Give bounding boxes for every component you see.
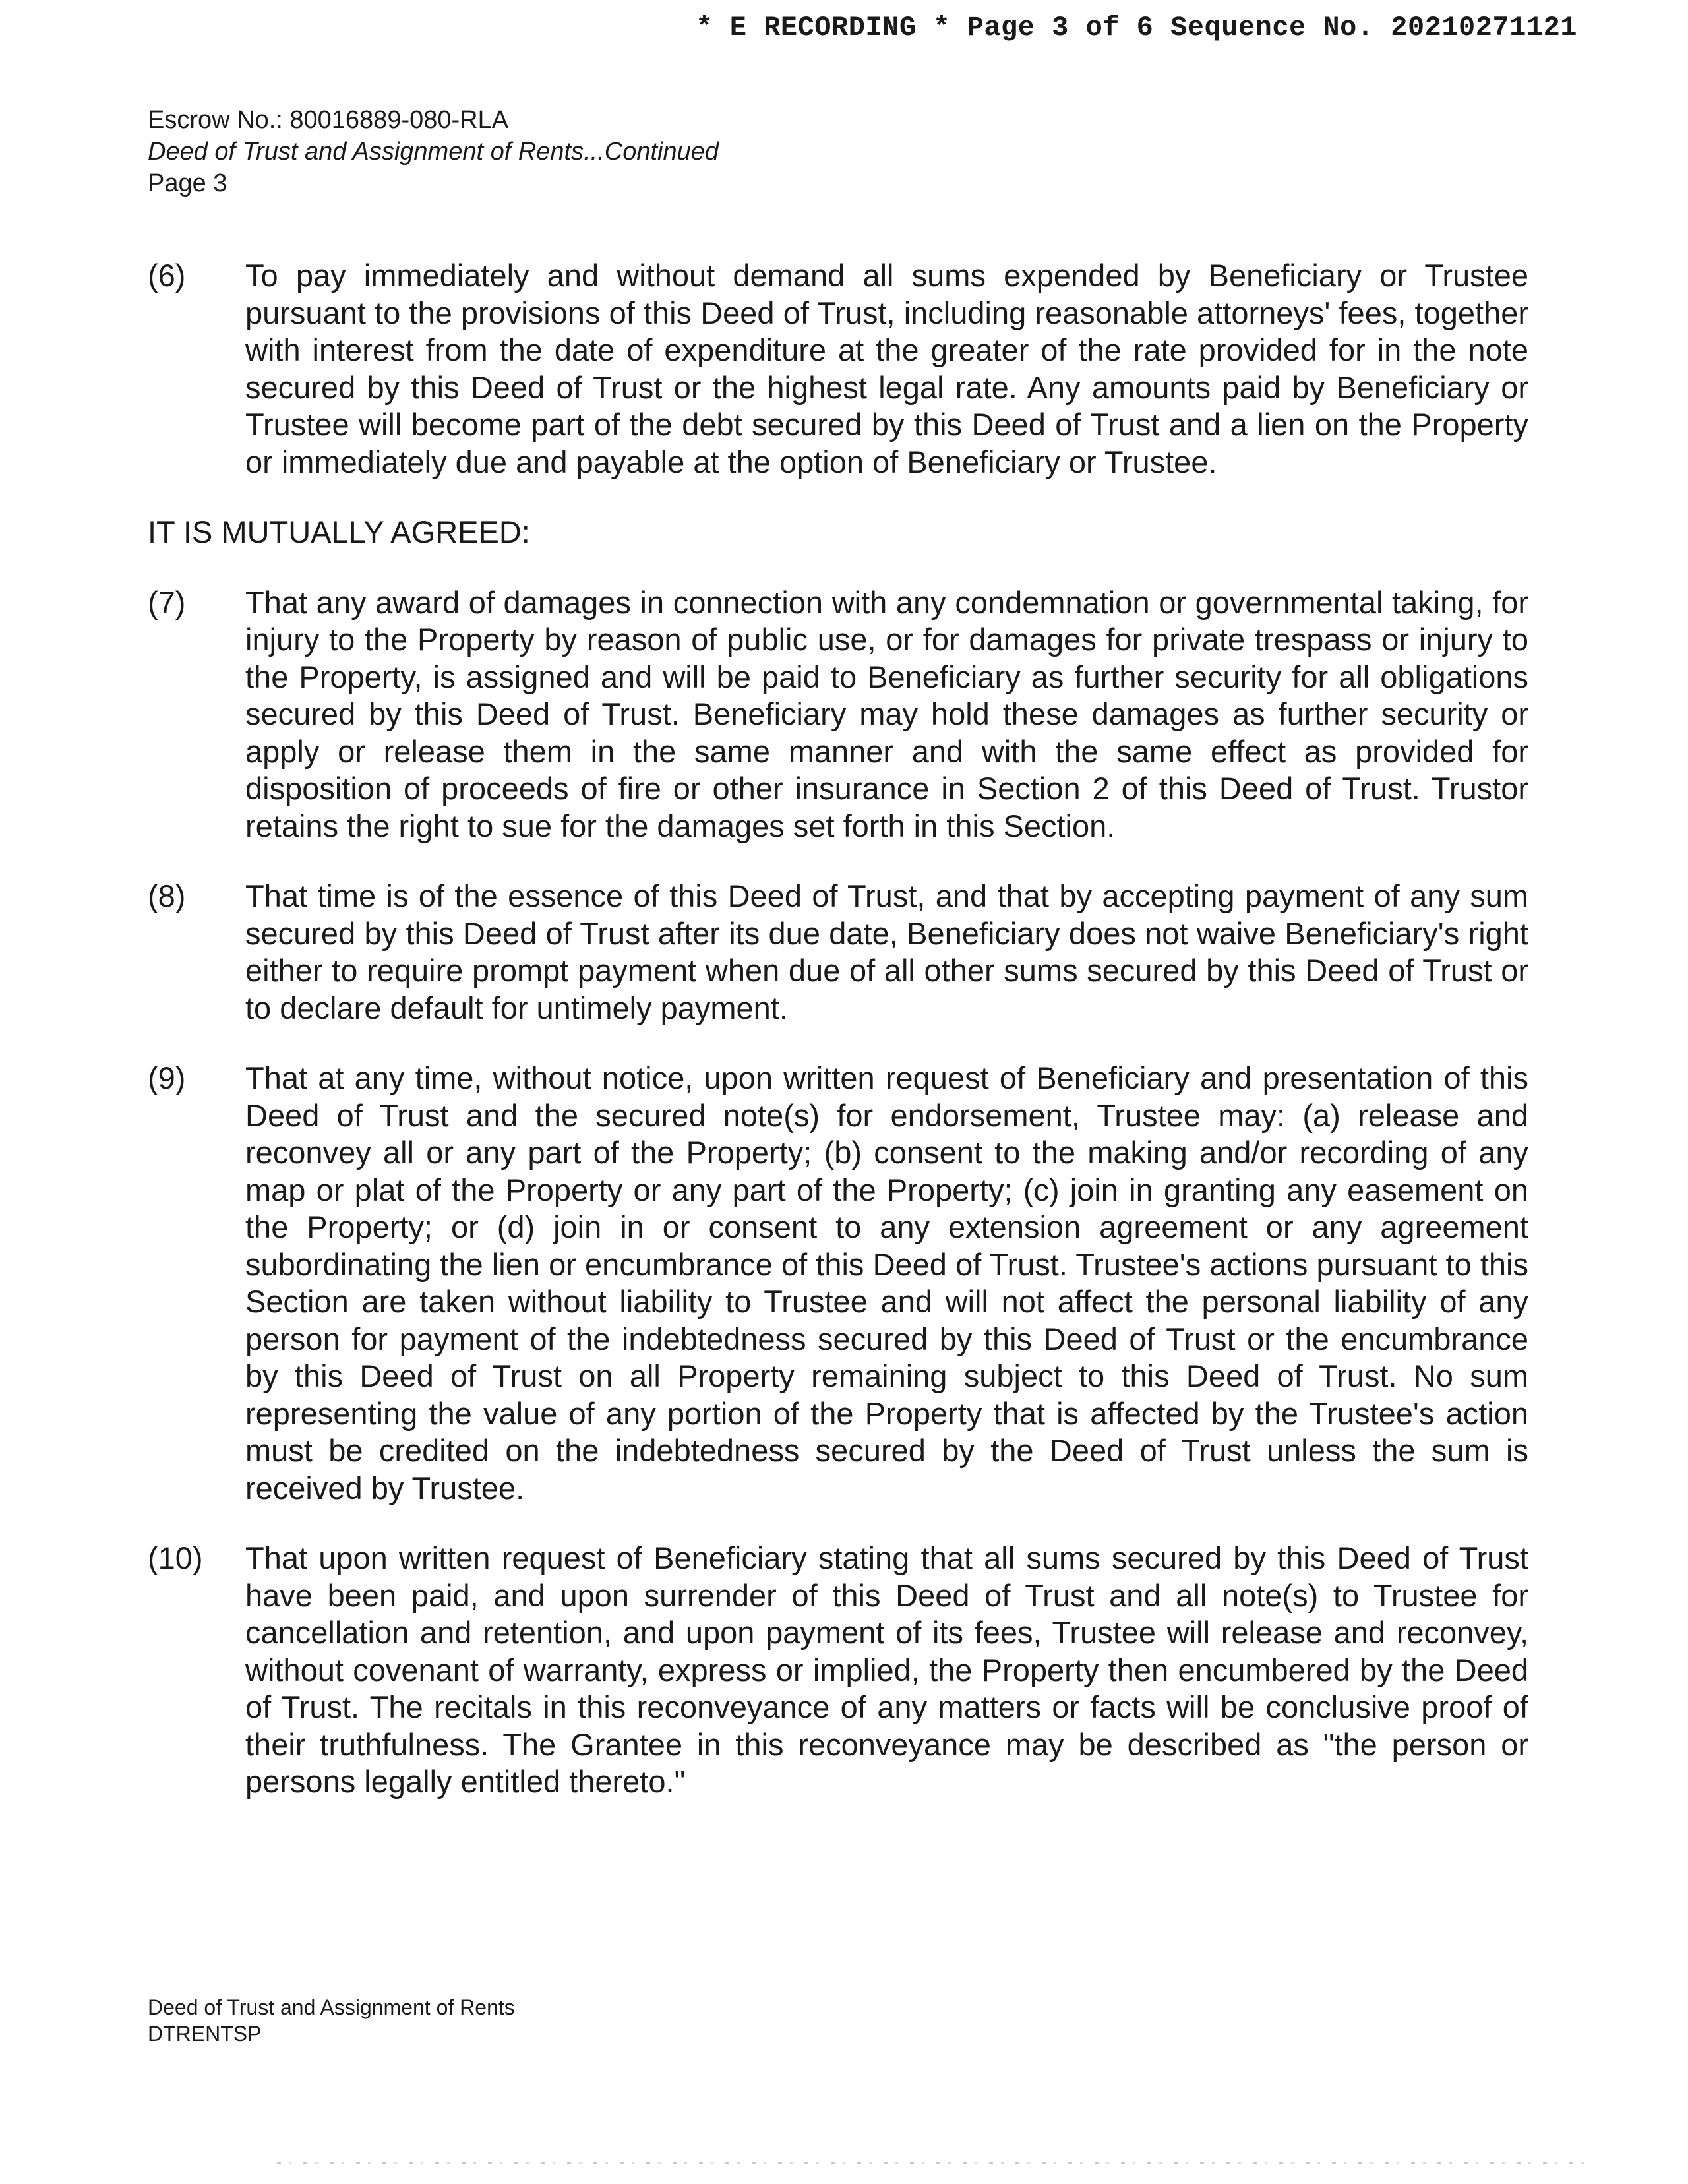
section-heading: IT IS MUTUALLY AGREED: — [148, 514, 530, 549]
clause-6 — [148, 257, 1528, 481]
clause-text: To pay immediately and without demand all sums expended by Beneficiary or Trustee pursuant to the provisions of this Deed of Trust, including reasonable attorneys' fees, together with interest from the date of expenditure at the greater of the rate provided for in the note secured by this Deed of Trust or the highest legal rate. Any amounts paid by Beneficiary or Trustee will become part of the debt secured by this Deed of Trust and a lien on the Property or immediately due and payable at the option of Beneficiary or Trustee. — [245, 258, 1528, 479]
page-label: Page 3 — [148, 169, 227, 197]
page-footer — [148, 1994, 515, 2047]
clause-10 — [148, 1540, 1528, 1801]
clause-text: That upon written request of Beneficiary stating that all sums secured by this Deed of Trust have been paid, and upon surrender of this Deed of Trust and all note(s) to Trustee for cancellation and retention, and upon payment of its fees, Trustee will release and reconvey, without covenant of warranty, express or implied, the Property then encumbered by the Deed of Trust. The recitals in this reconveyance of any matters or facts will be conclusive proof of their truthfulness. The Grantee in this reconveyance may be described as "the person or persons legally entitled thereto." — [245, 1540, 1528, 1799]
clause-text: That time is of the essence of this Deed of Trust, and that by accepting payment of any sum secured by this Deed of Trust after its due date, Beneficiary does not waive Beneficiary's right either to require prompt payment when due of all other sums secured by this Deed of Trust or to declare default for untimely payment. — [245, 878, 1528, 1025]
page-header — [148, 104, 719, 199]
escrow-number: Escrow No.: 80016889-080-RLA — [148, 106, 509, 134]
clause-text: That at any time, without notice, upon written request of Beneficiary and presentation of this Deed of Trust and the secured note(s) for endorsement, Trustee may: (a) release and reconvey all or any part of the Property; (b) consent to the making and/or recording of any map or plat of the Property or any part of the Property; (c) join in granting any easement on the Property; or (d) join in or consent to any extension agreement or any agreement subordinating the lien or encumbrance of this Deed of Trust. Trustee's actions pursuant to this Section are taken without liability to Trustee and will not affect the personal liability of any person for payment of the indebtedness secured by this Deed of Trust or the encumbrance by this Deed of Trust on all Property remaining subject to this Deed of Trust. No sum representing the value of any portion of the Property that is affected by the Trustee's action must be credited on the indebtedness secured by the Deed of Trust unless the sum is received by Trustee. — [245, 1060, 1528, 1505]
clause-number: (10) — [148, 1540, 203, 1575]
clause-number: (7) — [148, 584, 186, 620]
document-body — [148, 257, 1528, 1834]
clause-8 — [148, 878, 1528, 1027]
clause-number: (8) — [148, 878, 186, 913]
document-title: Deed of Trust and Assignment of Rents...Continued — [148, 138, 719, 166]
clause-7 — [148, 584, 1528, 845]
clause-number: (9) — [148, 1060, 186, 1095]
clause-text: That any award of damages in connection with any condemnation or governmental taking, for injury to the Property by reason of public use, or for damages for private trespass or injury to the Property, is assigned and will be paid to Beneficiary as further security for all obligations secured by this Deed of Trust. Beneficiary may hold these damages as further security or apply or release them in the same manner and with the same effect as provided for disposition of proceeds of fire or other insurance in Section 2 of this Deed of Trust. Trustor retains the right to sue for the damages set forth in this Section. — [245, 584, 1528, 843]
footer-title: Deed of Trust and Assignment of Rents — [148, 1995, 515, 2019]
clause-9 — [148, 1060, 1528, 1507]
clause-number: (6) — [148, 258, 186, 293]
scan-artifact-line — [277, 2162, 1589, 2164]
recording-stamp: * E RECORDING * Page 3 of 6 Sequence No. 20210271121 — [696, 12, 1577, 44]
footer-form-code: DTRENTSP — [148, 2022, 262, 2046]
